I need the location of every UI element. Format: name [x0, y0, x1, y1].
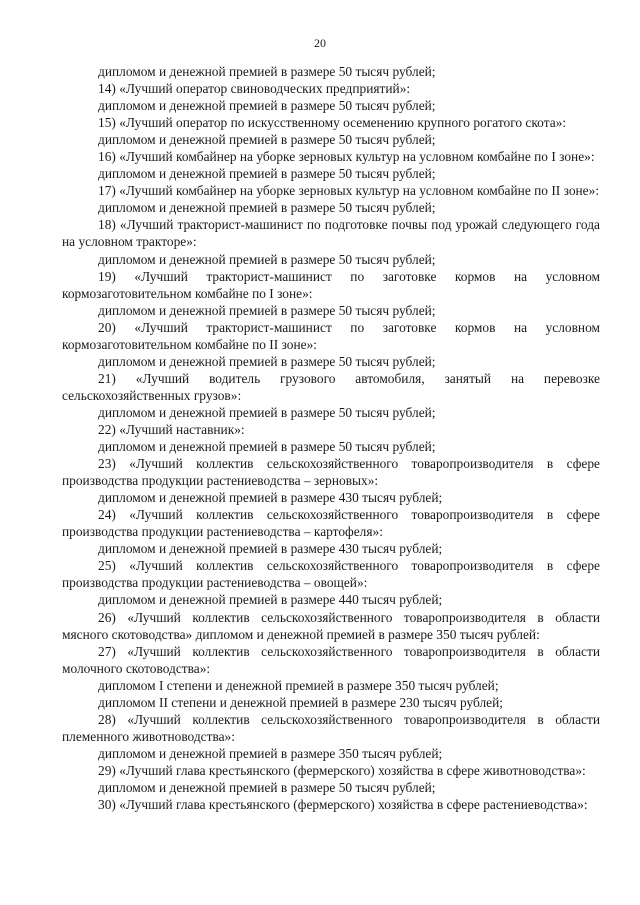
- paragraph: дипломом и денежной премией в размере 50 тысяч рублей;: [98, 200, 436, 216]
- paragraph: дипломом и денежной премией в размере 50 тысяч рублей;: [98, 64, 436, 79]
- paragraph: дипломом и денежной премией в размере 350 тысяч рублей;: [98, 745, 443, 761]
- paragraph: дипломом I степени и денежной премией в размере 350 тысяч рублей;: [98, 677, 499, 693]
- paragraph: 28) «Лучший коллектив сельскохозяйственного товаропроизводителя в области племенного животноводства»:: [62, 711, 600, 744]
- paragraph: дипломом и денежной премией в размере 50 тысяч рублей;: [98, 353, 436, 369]
- paragraph: 27) «Лучший коллектив сельскохозяйственного товаропроизводителя в области молочного скотоводства»:: [62, 643, 600, 676]
- paragraph: 30) «Лучший глава крестьянского (фермерского) хозяйства в сфере растениеводства»:: [98, 797, 588, 813]
- paragraph: 14) «Лучший оператор свиноводческих предприятий»:: [98, 81, 411, 97]
- paragraph: 21) «Лучший водитель грузового автомобиля, занятый на перевозке сельскохозяйственных грузов»:: [62, 370, 600, 403]
- paragraph: дипломом и денежной премией в размере 440 тысяч рублей;: [98, 592, 443, 608]
- paragraph: 23) «Лучший коллектив сельскохозяйственного товаропроизводителя в сфере производства продукции растениеводства – зерновых»:: [62, 456, 600, 489]
- paragraph: 15) «Лучший оператор по искусственному осеменению крупного рогатого скота»:: [98, 115, 567, 131]
- paragraph: 16) «Лучший комбайнер на уборке зерновых культур на условном комбайне по I зоне»:: [98, 149, 595, 165]
- page-number: 20: [314, 36, 326, 50]
- paragraph: дипломом и денежной премией в размере 50 тысяч рублей;: [98, 779, 436, 795]
- paragraph: дипломом и денежной премией в размере 50 тысяч рублей;: [98, 98, 436, 114]
- document-body: [62, 63, 600, 813]
- paragraph: дипломом и денежной премией в размере 50 тысяч рублей;: [98, 404, 436, 420]
- paragraph: 22) «Лучший наставник»:: [98, 421, 245, 437]
- paragraph: дипломом и денежной премией в размере 50 тысяч рублей;: [98, 302, 436, 318]
- paragraph: 29) «Лучший глава крестьянского (фермерского) хозяйства в сфере животноводства»:: [98, 762, 586, 778]
- paragraph: 24) «Лучший коллектив сельскохозяйственного товаропроизводителя в сфере производства продукции растениеводства – картофеля»:: [62, 507, 600, 540]
- paragraph: 17) «Лучший комбайнер на уборке зерновых культур на условном комбайне по II зоне»:: [98, 183, 600, 199]
- paragraph: дипломом и денежной премией в размере 430 тысяч рублей;: [98, 490, 443, 506]
- paragraph: дипломом и денежной премией в размере 50 тысяч рублей;: [98, 439, 436, 455]
- paragraph: 18) «Лучший тракторист-машинист по подготовке почвы под урожай следующего года на условном тракторе»:: [62, 217, 600, 250]
- paragraph: дипломом и денежной премией в размере 50 тысяч рублей;: [98, 251, 436, 267]
- paragraph: дипломом и денежной премией в размере 50 тысяч рублей;: [98, 166, 436, 182]
- paragraph: 20) «Лучший тракторист-машинист по заготовке кормов на условном кормозаготовительном комбайне по II зоне»:: [62, 319, 600, 352]
- paragraph: 26) «Лучший коллектив сельскохозяйственного товаропроизводителя в области мясного скотоводства» дипломом и денежной премией в размере 350 тысяч рублей:: [62, 609, 600, 642]
- paragraph: 25) «Лучший коллектив сельскохозяйственного товаропроизводителя в сфере производства продукции растениеводства – овощей»:: [62, 558, 600, 591]
- paragraph: дипломом II степени и денежной премией в размере 230 тысяч рублей;: [98, 694, 504, 710]
- paragraph: дипломом и денежной премией в размере 430 тысяч рублей;: [98, 541, 443, 557]
- paragraph: дипломом и денежной премией в размере 50 тысяч рублей;: [98, 132, 436, 148]
- paragraph: 19) «Лучший тракторист-машинист по заготовке кормов на условном кормозаготовительном комбайне по I зоне»:: [62, 268, 600, 301]
